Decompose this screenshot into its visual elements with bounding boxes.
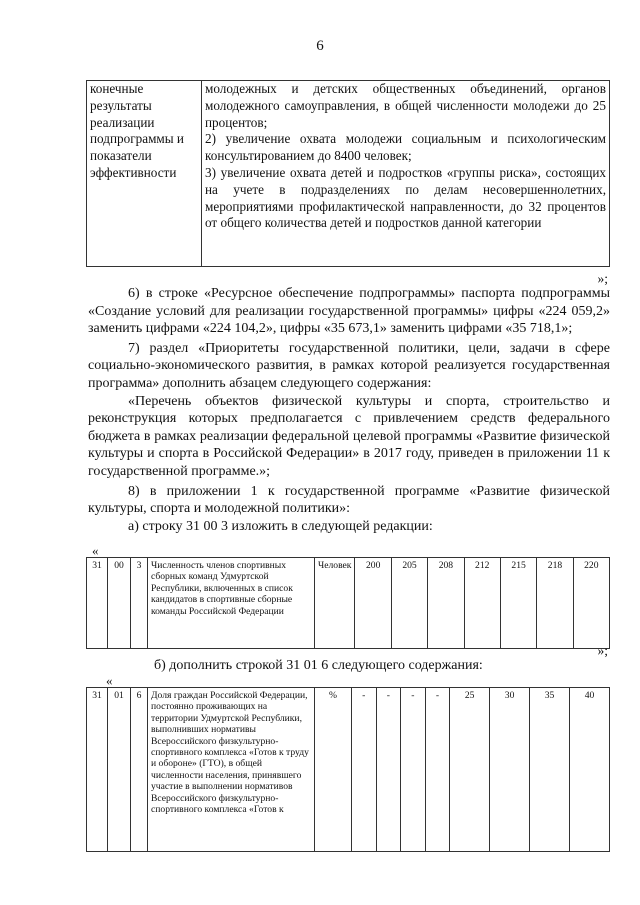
closing-quote: »; — [597, 643, 608, 658]
unit-cell: % — [315, 688, 352, 852]
passport-line: 3) увеличение охвата детей и подростков «группы риска», состоящих на учете в подразделениях по делам несовершеннолетних, мероприятиями профилактической направленности, до 32 процентов от общего количества детей и подростков данной категории — [205, 164, 606, 231]
value-cell: 40 — [570, 688, 610, 852]
code-cell: 6 — [131, 688, 148, 852]
paragraph-8a: а) строку 31 00 3 изложить в следующей редакции: — [128, 518, 433, 534]
page-number: 6 — [316, 38, 324, 54]
paragraph-7-quote: «Перечень объектов физической культуры и спорта, строительство и реконструкция которых предполагается с привлечением средств федерального бюджета в рамках реализации федеральной целевой программы «Развитие физической культуры и спорта в Российской Федерации» в 2017 году, приведен в приложении 11 к государственной программе.»; — [88, 393, 610, 479]
paragraph-8b: б) дополнить строкой 31 01 6 следующего содержания: — [154, 658, 483, 673]
value-cell: 215 — [500, 558, 536, 649]
paragraph-6: 6) в строке «Ресурсное обеспечение подпрограммы» паспорта подпрограммы «Создание условий для реализации государственной программы» цифры «224 059,2» заменить цифрами «224 104,2», цифры «35 673,1» заменить цифрами «35 718,1»; — [88, 286, 610, 337]
passport-line: 2) увеличение охвата молодежи социальным и психологическим консультированием до 8400 человек; — [205, 131, 606, 164]
closing-quote: »; — [597, 271, 608, 286]
code-cell: 00 — [108, 558, 131, 649]
code-cell: 31 — [87, 688, 108, 852]
paragraph-8: 8) в приложении 1 к государственной программе «Развитие физической культуры, спорта и молодежной политики»: — [88, 483, 610, 517]
value-cell: 212 — [464, 558, 500, 649]
passport-row-value — [202, 81, 610, 267]
subprogram-passport-table — [86, 80, 610, 267]
table-row — [87, 558, 610, 649]
code-cell: 31 — [87, 558, 108, 649]
opening-quote: « — [92, 543, 99, 558]
value-cell: 205 — [391, 558, 427, 649]
indicator-name: Доля граждан Российской Федерации, постоянно проживающих на территории Удмуртской Республики, выполнивших нормативы Всероссийского физкультурно-спортивного комплекса «Готов к труду и обороне» (ГТО), в общей численности населения, принявшего участие в выполнении нормативов Всероссийского физкультурно-спортивного комплекса «Готов к — [148, 688, 315, 852]
value-cell: 30 — [490, 688, 530, 852]
value-cell: 25 — [450, 688, 490, 852]
paragraph-7: 7) раздел «Приоритеты государственной политики, цели, задачи в сфере социально-экономического развития, в рамках которой реализуется государственная программа» дополнить абзацем следующего содержания: — [88, 340, 610, 391]
value-cell: - — [376, 688, 401, 852]
value-cell: 35 — [530, 688, 570, 852]
indicator-name: Численность членов спортивных сборных команд Удмуртской Республики, включенных в список кандидатов в спортивные сборные команды Российской Федерации — [148, 558, 315, 649]
value-cell: 220 — [573, 558, 609, 649]
document-body — [88, 285, 610, 535]
value-cell: - — [425, 688, 450, 852]
value-cell: - — [352, 688, 377, 852]
passport-row-label: конечные результаты реализации подпрограммы и показатели эффективности — [87, 81, 202, 267]
indicator-table-31-01-6 — [86, 687, 610, 852]
opening-quote: « — [106, 673, 113, 688]
value-cell: - — [401, 688, 426, 852]
passport-line: молодежных и детских общественных объединений, органов молодежного самоуправления, в общей численности молодежи до 25 процентов; — [205, 81, 606, 130]
indicator-table-31-00-3 — [86, 557, 610, 649]
unit-cell: Человек — [315, 558, 355, 649]
value-cell: 218 — [537, 558, 573, 649]
code-cell: 01 — [108, 688, 131, 852]
code-cell: 3 — [131, 558, 148, 649]
value-cell: 208 — [428, 558, 464, 649]
value-cell: 200 — [355, 558, 391, 649]
table-row — [87, 688, 610, 852]
